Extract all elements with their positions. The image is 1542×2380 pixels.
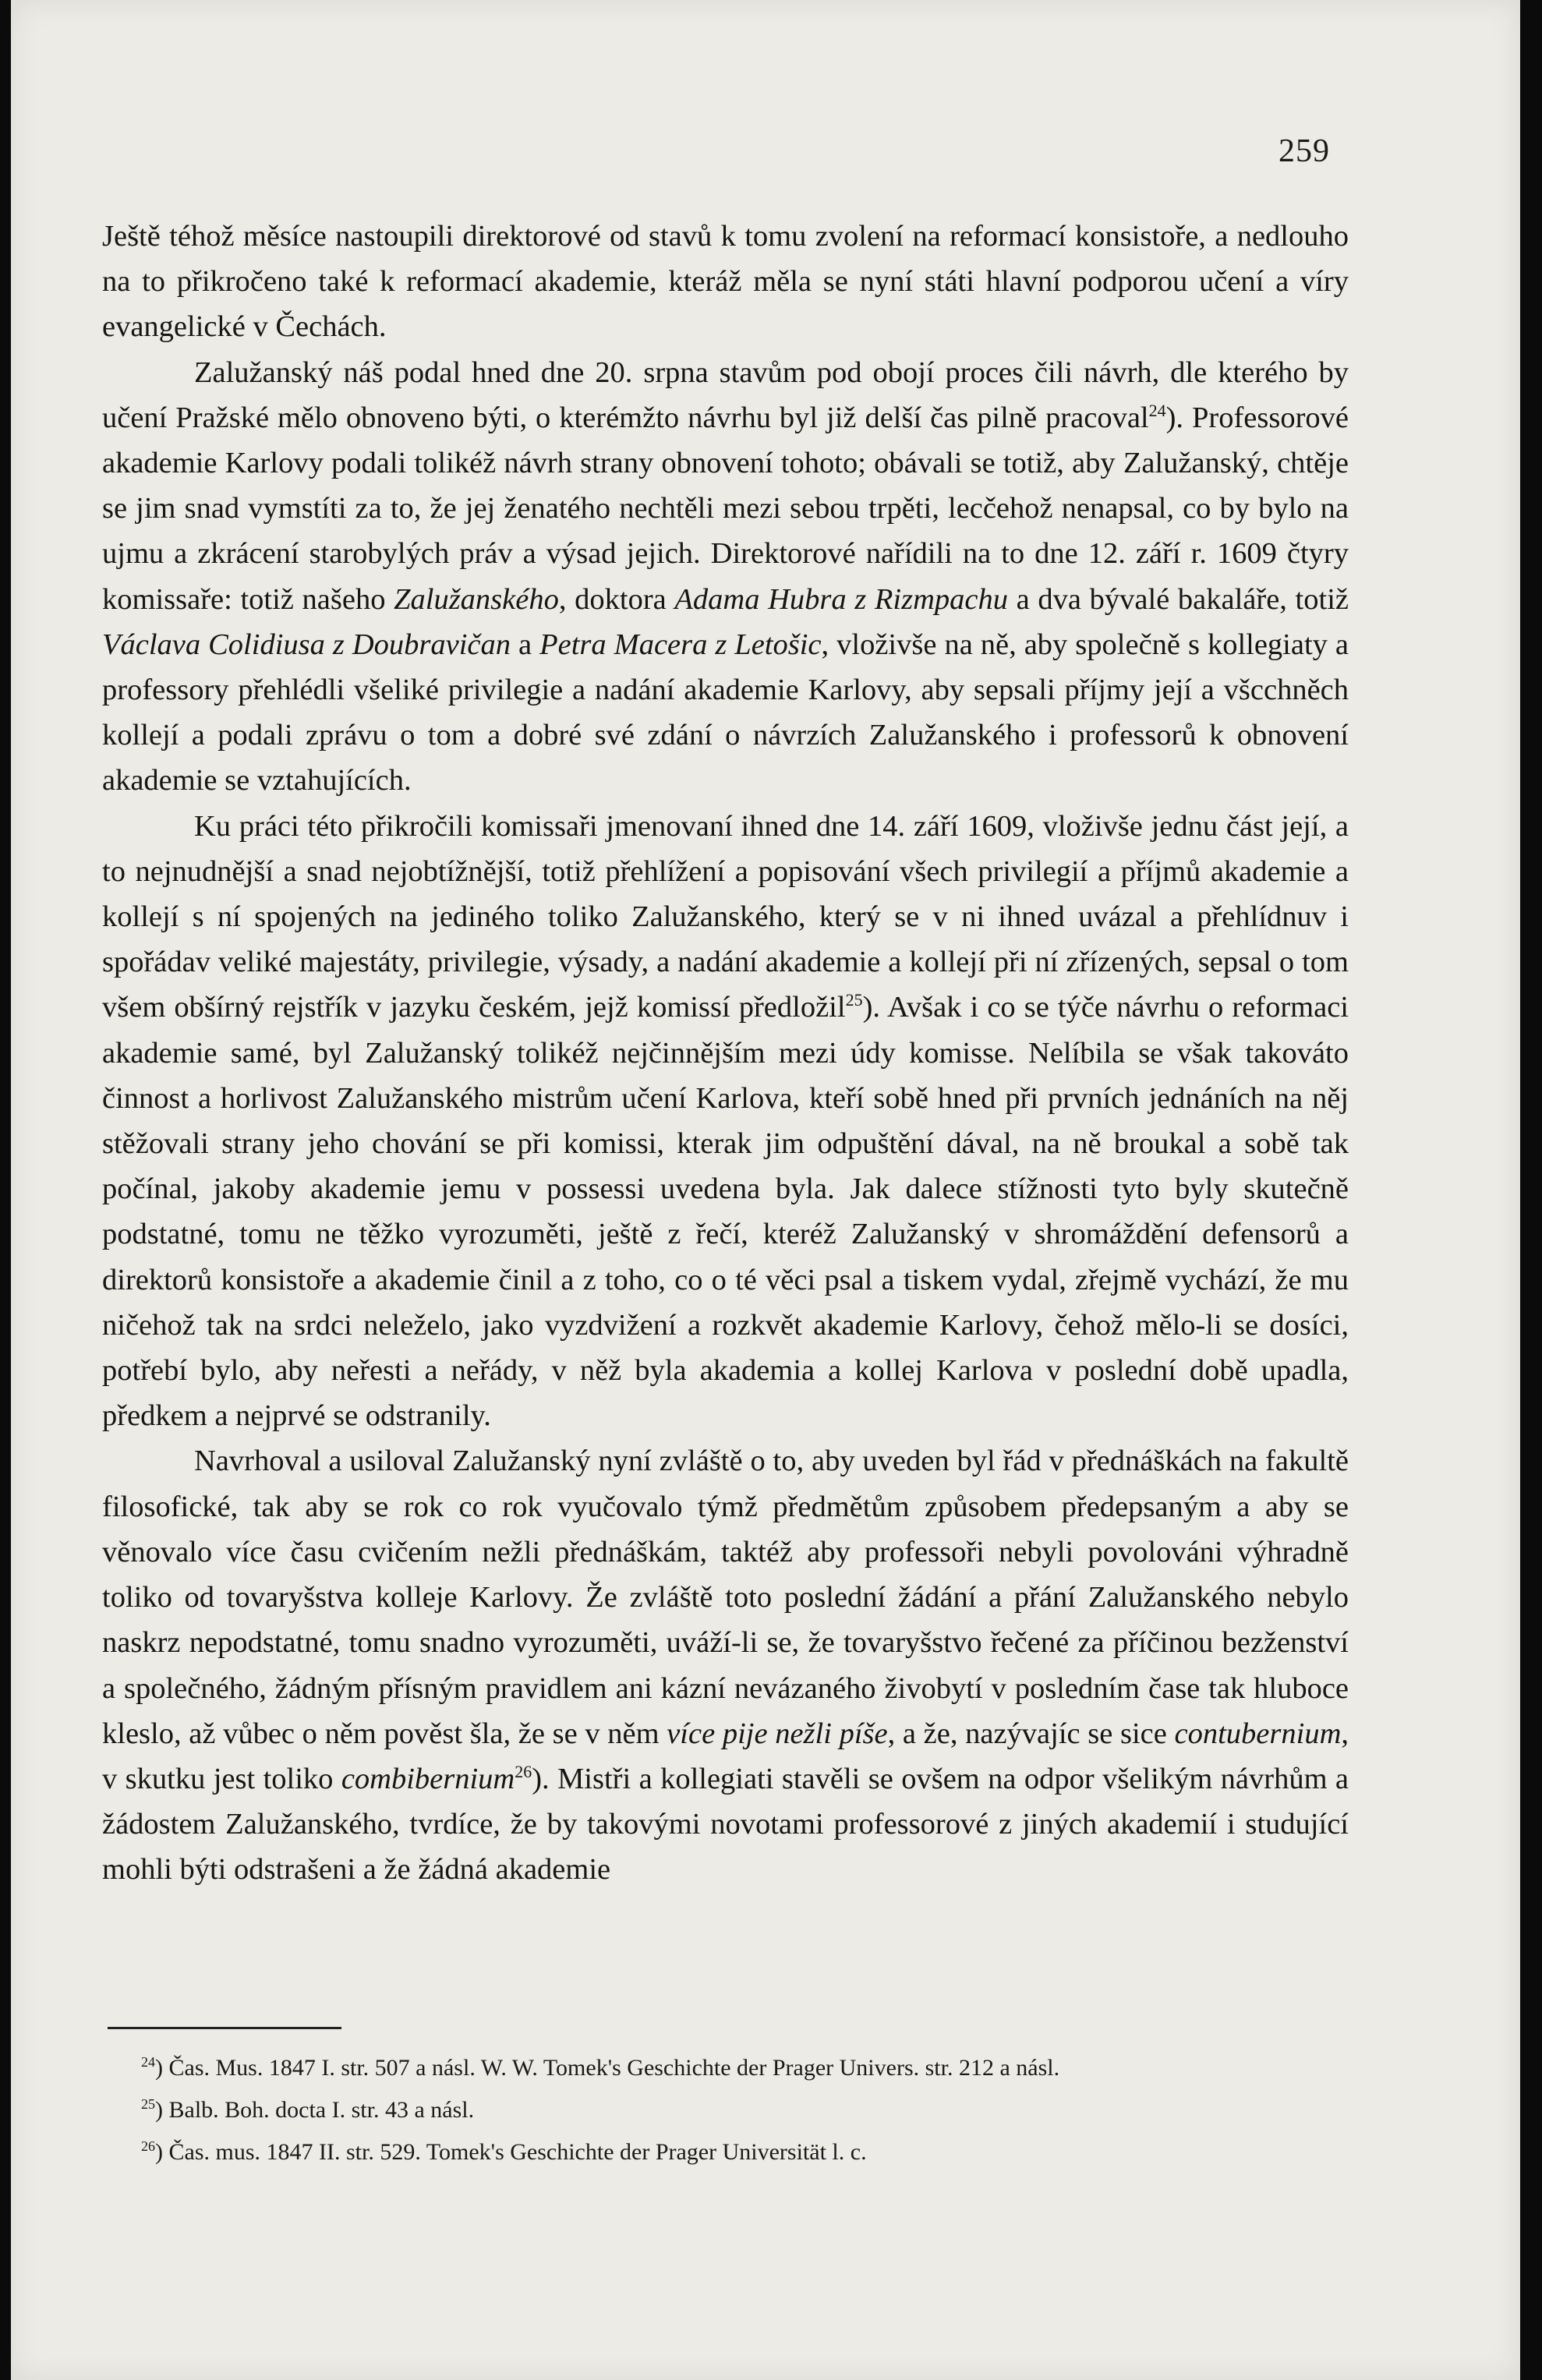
footnote-ref: 24 [1148,400,1166,420]
italic-span: více pije nežli píše [667,1717,888,1750]
text-span: ). Avšak i co se týče návrhu o reformaci akademie samé, byl Zalužanský tolikéž nejčinnějším mezi údy komisse. Nelíbila se však takováto činnost a horlivost Zalužanského mistrům učení Karlova, kteří sobě hned při prvních jednáních na něj stěžovali strany jeho chování se při komissi, kterak jim odpuštění dával, na ně broukal a sobě tak počínal, jakoby akademie jemu v possessi uvedena byla. Jak dalece stížnosti tyto byly skutečně podstatné, tomu ne těžko vyrozuměti, ještě z řečí, kteréž Zalužanský v shromáždění defensorů a direktorů konsistoře a akademie činil a z toho, co o té věci psal a tiskem vydal, zřejmě vychází, že mu ničehož tak na srdci neleželo, jako vyzdvižení a rozkvět akademie Karlovy, čehož mělo-li se dosíci, potřebí bylo, aby neřesti a neřády, v něž byla akademia a kollej Karlova v poslední době upadla, předkem a nejprvé se odstranily. [102,991,1349,1433]
footnote-text: ) Čas. mus. 1847 II. str. 529. Tomek's Geschichte der Prager Universität l. c. [155,2139,867,2165]
text-span: Ještě téhož měsíce nastoupili direktorové od stavů k tomu zvolení na reformací konsistoře, a nedlouho na to přikročeno také k reformací akademie, kteráž měla se nyní státi hlavní podporou učení a víry evangelické v Čechách. [102,220,1349,344]
footnote-text: ) Čas. Mus. 1847 I. str. 507 a násl. W. W. Tomek's Geschichte der Prager Univers. str. 212 a násl. [155,2055,1060,2081]
footnote-divider [108,2027,341,2029]
text-span: , a že, nazývajíc se sice [887,1717,1175,1750]
footnote-number: 25 [141,2096,155,2112]
italic-span: Petra Macera z Letošic [539,628,822,661]
scanned-page [11,0,1520,2380]
footnote-text: ) Balb. Boh. docta I. str. 43 a násl. [155,2097,475,2123]
italic-span: Václava Colidiusa z Doubravičan [102,628,511,661]
footnote [141,2128,1357,2170]
paragraph [102,1438,1349,1892]
text-span: ). Mistři a kollegiati stavěli se ovšem na odpor všelikým návrhům a žádostem Zalužanského, tvrdíce, že by takovými novotami professorové z jiných akademií i studující mohli býti odstrašeni a že žádná akademie [102,1762,1349,1887]
footnote-ref: 26 [515,1762,532,1782]
italic-span: combibernium [341,1762,515,1795]
paragraph [102,804,1349,1439]
paragraph [102,214,1349,350]
footnote [141,2044,1357,2086]
footnote-number: 24 [141,2054,155,2070]
text-span: a dva bývalé bakaláře, totiž [1008,582,1349,616]
footnote [141,2086,1357,2128]
text-span: Ku práci této přikročili komissaři jmenovaní ihned dne 14. září 1609, vloživše jednu část její, a to nejnudnější a snad nejobtížnější, totiž přehlížení a popisování všech privilegií a příjmů akademie a kollejí s ní spojených na jediného toliko Zalužanského, který se v ni ihned uvázal a přehlídnuv i spořádav veliké majestáty, privilegie, výsady, a nadání akademie a kollejí při ní zřízených, sepsal o tom všem obšírný rejstřík v jazyku českém, jejž komissí předložil [102,809,1349,1024]
page-number: 259 [1279,133,1330,169]
italic-span: Zalužanského [394,582,559,616]
text-span: , vloživše na ně, aby společně s kollegiaty a professory přehlédli všeliké privilegie a nadání akademie Karlovy, aby sepsali příjmy její a všcchněch kollejí a podali zprávu o tom a dobré své zdání o návrzích Zalužanského i professorů k obnovení akademie se vztahujících. [102,628,1349,797]
footnotes [141,2044,1357,2170]
body-text [102,214,1349,1893]
footnote-number: 26 [141,2138,155,2154]
italic-span: contubernium [1174,1717,1342,1750]
paragraph [102,350,1349,804]
text-span: Navrhoval a usiloval Zalužanský nyní zvláště o to, aby uveden byl řád v přednáškách na fakultě filosofické, tak aby se rok co rok vyučovalo týmž předmětům způsobem předepsaným a aby se věnovalo více času cvičením nežli přednáškám, taktéž aby professoři nebyli povolováni výhradně toliko od tovaryšstva kolleje Karlovy. Že zvláště toto poslední žádání a přání Zalužanského nebylo naskrz nepodstatné, tomu snadno vyrozuměti, uváží-li se, že tovaryšstvo řečené za příčinou bezženství a společného, žádným přísným pravidlem ani kázní nevázaného živobytí v posledním čase tak hluboce kleslo, až vůbec o něm pověst šla, že se v něm [102,1445,1349,1750]
footnote-ref: 25 [845,990,863,1010]
italic-span: Adama Hubra z Rizmpachu [674,582,1009,616]
text-span: , doktora [558,582,675,616]
text-span: , v skutku jest toliko [102,1717,1349,1795]
text-span: Zalužanský náš podal hned dne 20. srpna stavům pod obojí proces čili návrh, dle kterého by učení Pražské mělo obnoveno býti, o kterémžto návrhu byl již delší čas pilně pracoval [102,355,1349,434]
text-span: a [511,628,540,661]
text-span: ). Professorové akademie Karlovy podali tolikéž návrh strany obnovení tohoto; obávali se totiž, aby Zalužanský, chtěje se jim snad vymstíti za to, že jej ženatého nechtěli mezi sebou trpěti, lecčehož nenapsal, co by bylo na ujmu a zkrácení starobylých práv a výsad jejich. Direktorové nařídili na to dne 12. září r. 1609 čtyry komissaře: totiž našeho [102,401,1349,616]
